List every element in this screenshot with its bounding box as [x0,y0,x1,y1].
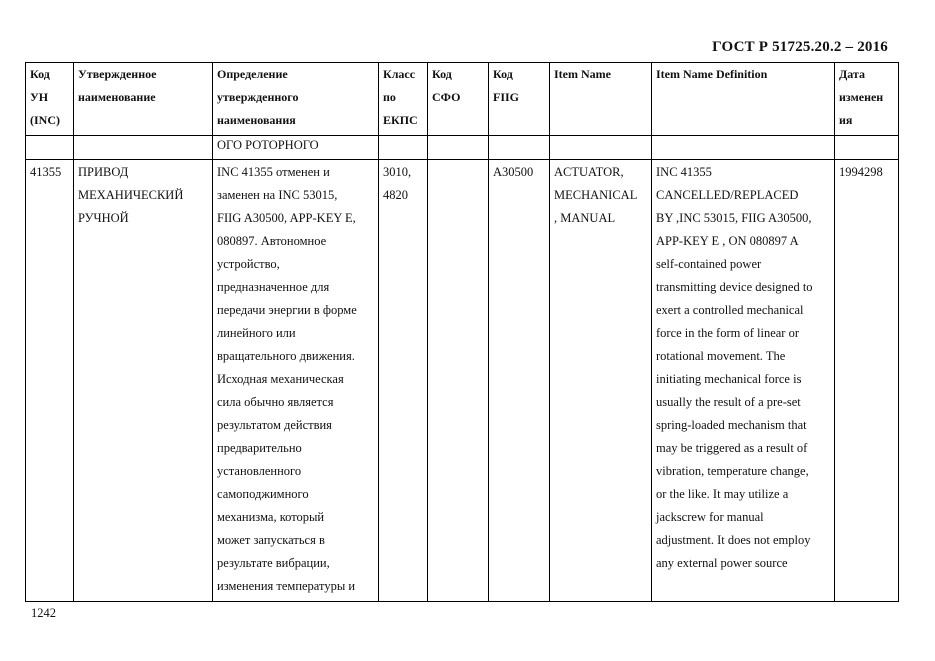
col-header-item-name-definition: Item Name Definition [652,63,835,136]
table-cell [652,136,835,160]
date-cell: 1994298 [835,160,899,602]
col-header-approved-name: Утвержденное наименование [74,63,213,136]
table-cell [550,136,652,160]
col-header-class: Класс по ЕКПС [379,63,428,136]
col-header-fiig: Код FIIG [489,63,550,136]
table-row [26,160,899,602]
document-number: ГОСТ Р 51725.20.2 – 2016 [712,39,888,55]
table-header-row [26,63,899,136]
definition-cell: INC 41355 отменен и заменен на INC 53015, FIIG A30500, APP-KEY E, 080897. Автономное устройство, предназначенное для передачи энергии в форме линейного или вращательного движения. Исходная механическая сила обычно является результатом действия предварительно установленного самоподжимного механизма, который может запускаться в результате вибрации, изменения температуры и [213,160,379,602]
item-name-cell: ACTUATOR, MECHANICAL , MANUAL [550,160,652,602]
page-number: 1242 [31,606,56,620]
registry-table [25,62,899,602]
approved-name-cell: ПРИВОД МЕХАНИЧЕСКИЙ РУЧНОЙ [74,160,213,602]
col-header-sfo: Код СФО [428,63,489,136]
sfo-cell [428,160,489,602]
table-cell [489,136,550,160]
col-header-inc: Код УН (INC) [26,63,74,136]
table-cell [74,136,213,160]
fiig-cell: A30500 [489,160,550,602]
item-name-definition-cell: INC 41355 CANCELLED/REPLACED BY ,INC 53015, FIIG A30500, APP-KEY E , ON 080897 A self-contained power transmitting device designed to exert a controlled mechanical force in the form of linear or rotational movement. The initiating mechanical force is usually the result of a pre-set spring-loaded mechanism that may be triggered as a result of vibration, temperature change, or the like. It may utilize a jackscrew for manual adjustment. It does not employ any external power source [652,160,835,602]
table-cell [835,136,899,160]
continuation-row [26,136,899,160]
col-header-date: Дата изменен ия [835,63,899,136]
col-header-item-name: Item Name [550,63,652,136]
class-cell: 3010, 4820 [379,160,428,602]
table-cell [428,136,489,160]
col-header-definition: Определение утвержденного наименования [213,63,379,136]
inc-cell: 41355 [26,160,74,602]
table-cell [379,136,428,160]
table-cell [26,136,74,160]
table-cell: ОГО РОТОРНОГО [213,136,379,160]
